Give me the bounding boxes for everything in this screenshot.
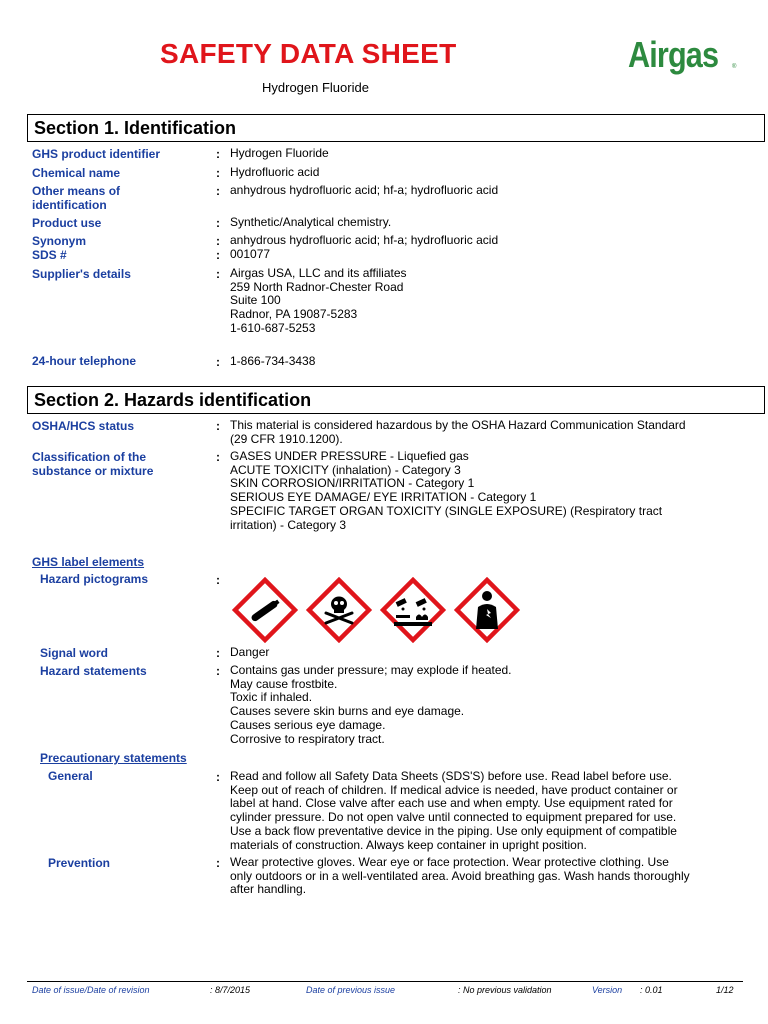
health-hazard-icon: [454, 577, 520, 643]
label-synonym: Synonym: [32, 234, 87, 248]
label-ghs-product-identifier: GHS product identifier: [32, 147, 161, 161]
label-supplier-details: Supplier's details: [32, 267, 131, 281]
colon: :: [216, 573, 220, 587]
colon: :: [216, 234, 220, 248]
footer-previous-value: : No previous validation: [458, 985, 552, 995]
label-signal-word: Signal word: [40, 646, 109, 660]
value-ghs-product-identifier: Hydrogen Fluoride: [230, 146, 329, 160]
label-prevention: Prevention: [48, 856, 111, 870]
value-other-means: anhydrous hydrofluoric acid; hf-a; hydrofluoric acid: [230, 183, 499, 197]
airgas-logo: Airgas: [628, 34, 719, 75]
label-sds-number: SDS #: [32, 248, 67, 262]
colon: :: [216, 770, 220, 784]
label-product-use: Product use: [32, 216, 102, 230]
label-other-means: Other means of identification: [32, 184, 121, 212]
colon: :: [216, 184, 220, 198]
section-2-heading: Section 2. Hazards identification: [27, 386, 765, 414]
colon: :: [216, 248, 220, 262]
value-24-hour-telephone: 1-866-734-3438: [230, 354, 316, 368]
corrosion-icon: [380, 577, 446, 643]
colon: :: [216, 355, 220, 369]
ghs-label-elements-heading: GHS label elements: [32, 555, 145, 569]
gas-cylinder-icon: [232, 577, 298, 643]
colon: :: [216, 856, 220, 870]
value-classification: GASES UNDER PRESSURE - Liquefied gas ACUTE TOXICITY (inhalation) - Category 3 SKIN CORROSION/IRRITATION - Category 1 SERIOUS EYE DAMAGE/ EYE IRRITATION - Category 1 SPECIFIC TARGET ORGAN TOXICITY (SINGLE EXPOSURE) (Respiratory tract irritation) - Category 3: [230, 449, 663, 532]
colon: :: [216, 664, 220, 678]
skull-crossbones-icon: [306, 577, 372, 643]
colon: :: [216, 646, 220, 660]
value-osha-hcs-status: This material is considered hazardous by the OSHA Hazard Communication Standard (29 CFR 1910.1200).: [230, 418, 686, 446]
registered-mark: ®: [732, 64, 737, 70]
value-prevention: Wear protective gloves. Wear eye or face protection. Wear protective clothing. Use only outdoors or in a well-ventilated area. Avoid breathing gas. Wash hands thoroughly after handling.: [230, 855, 690, 897]
label-hazard-pictograms: Hazard pictograms: [40, 572, 149, 586]
colon: :: [216, 166, 220, 180]
footer-previous-label: Date of previous issue: [306, 985, 396, 995]
footer-issue-label: Date of issue/Date of revision: [32, 985, 150, 995]
value-signal-word: Danger: [230, 645, 270, 659]
value-product-use: Synthetic/Analytical chemistry.: [230, 215, 392, 229]
footer-page-number: 1/12: [716, 985, 734, 995]
colon: :: [216, 216, 220, 230]
value-sds-number: 001077: [230, 247, 271, 261]
label-hazard-statements: Hazard statements: [40, 664, 147, 678]
colon: :: [216, 450, 220, 464]
footer-divider: [27, 981, 743, 982]
precautionary-statements-heading: Precautionary statements: [40, 751, 187, 765]
value-supplier-details: Airgas USA, LLC and its affiliates 259 North Radnor-Chester Road Suite 100 Radnor, PA 19087-5283 1-610-687-5253: [230, 266, 407, 335]
label-general: General: [48, 769, 93, 783]
label-osha-hcs-status: OSHA/HCS status: [32, 419, 135, 433]
value-chemical-name: Hydrofluoric acid: [230, 165, 320, 179]
label-24-hour-telephone: 24-hour telephone: [32, 354, 137, 368]
label-chemical-name: Chemical name: [32, 166, 121, 180]
value-general: Read and follow all Safety Data Sheets (SDS'S) before use. Read label before use. Keep out of reach of children. If medical advice is needed, have product container or label at hand. Close valve after each use and when empty. Use equipment rated for cylinder pressure. Do not open valve until connected to equipment prepared for use. Use a back flow preventative device in the piping. Use only equipment of compatible materials of construction. Always keep container in upright position.: [230, 769, 678, 852]
document-title: SAFETY DATA SHEET: [160, 38, 457, 69]
colon: :: [216, 419, 220, 433]
product-name: Hydrogen Fluoride: [262, 80, 369, 95]
footer-issue-value: : 8/7/2015: [210, 985, 251, 995]
footer-version-value: : 0.01: [640, 985, 663, 995]
colon: :: [216, 147, 220, 161]
colon: :: [216, 267, 220, 281]
footer-version-label: Version: [592, 985, 623, 995]
value-hazard-statements: Contains gas under pressure; may explode if heated. May cause frostbite. Toxic if inhaled. Causes severe skin burns and eye damage. Causes serious eye damage. Corrosive to respiratory tract.: [230, 663, 512, 746]
section-1-heading: Section 1. Identification: [27, 114, 765, 142]
label-classification: Classification of the substance or mixture: [32, 450, 154, 478]
value-synonym: anhydrous hydrofluoric acid; hf-a; hydrofluoric acid: [230, 233, 499, 247]
